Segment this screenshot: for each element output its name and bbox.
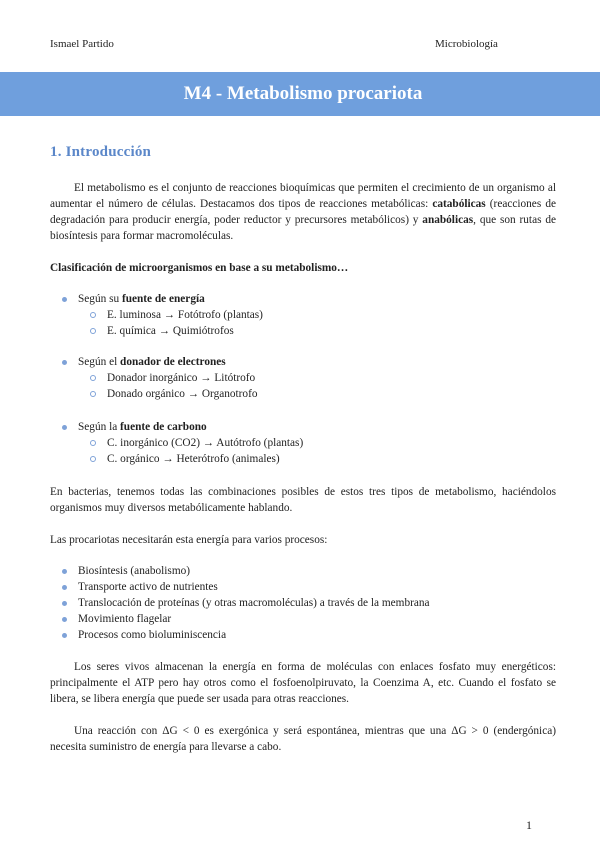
list-item: E. luminosa → Fotótrofo (plantas) bbox=[62, 307, 263, 323]
circle-bullet-icon bbox=[90, 440, 96, 446]
bullet-icon bbox=[62, 425, 67, 430]
circle-bullet-icon bbox=[90, 391, 96, 397]
list-item: Movimiento flagelar bbox=[62, 611, 430, 627]
list-item: Según su fuente de energía bbox=[62, 291, 263, 307]
intro-paragraph: El metabolismo es el conjunto de reacciones bioquímicas que permiten el crecimiento de un organismo al aumentar el número de células. Destacamos dos tipos de reacciones metabólicas: catabólicas (reacciones de degradación para producir energía, poder reductor y precursores metabólicos) y anabólicas, que son rutas de biosíntesis para formar macromoléculas. bbox=[50, 182, 556, 242]
list-item: Donador inorgánico → Litótrofo bbox=[62, 370, 258, 386]
atp-paragraph: Los seres vivos almacenan la energía en forma de moléculas con enlaces fosfato muy energéticos: principalmente el ATP pero hay otros como el fosfoenolpiruvato, la Coenzima A, etc. Cuando el fosfato se libera, se libera energía que puede ser usada para otras reacciones. bbox=[50, 661, 556, 705]
bullet-icon bbox=[62, 569, 67, 574]
list-item: Según el donador de electrones bbox=[62, 354, 258, 370]
circle-bullet-icon bbox=[90, 328, 96, 334]
group-energy bbox=[62, 291, 263, 339]
procesos-list bbox=[62, 563, 430, 643]
list-item: E. química → Quimiótrofos bbox=[62, 323, 263, 339]
list-item: Donado orgánico → Organotrofo bbox=[62, 386, 258, 402]
term-catabolicas: catabólicas bbox=[432, 198, 486, 210]
circle-bullet-icon bbox=[90, 312, 96, 318]
bullet-icon bbox=[62, 360, 67, 365]
list-item: Biosíntesis (anabolismo) bbox=[62, 563, 430, 579]
bullet-icon bbox=[62, 633, 67, 638]
page-number: 1 bbox=[526, 818, 532, 832]
bacteria-paragraph: En bacterias, tenemos todas las combinaciones posibles de estos tres tipos de metabolismo, haciéndolos organismos muy diversos metabólicamente hablando. bbox=[50, 486, 556, 514]
page-title: M4 - Metabolismo procariota bbox=[183, 83, 423, 104]
list-item: Transporte activo de nutrientes bbox=[62, 579, 430, 595]
list-item: Según la fuente de carbono bbox=[62, 419, 303, 435]
bullet-icon bbox=[62, 617, 67, 622]
bullet-icon bbox=[62, 297, 67, 302]
group-electrons bbox=[62, 354, 258, 402]
header-subject: Microbiología bbox=[435, 38, 498, 50]
bullet-icon bbox=[62, 585, 67, 590]
section-title: 1. Introducción bbox=[50, 144, 152, 160]
list-item: Procesos como bioluminiscencia bbox=[62, 627, 430, 643]
list-item: C. orgánico → Heterótrofo (animales) bbox=[62, 451, 303, 467]
term-anabolicas: anabólicas bbox=[422, 214, 474, 226]
bullet-icon bbox=[62, 601, 67, 606]
circle-bullet-icon bbox=[90, 456, 96, 462]
procesos-intro: Las procariotas necesitarán esta energía para varios procesos: bbox=[50, 534, 328, 546]
list-item: Translocación de proteínas (y otras macromoléculas) a través de la membrana bbox=[62, 595, 430, 611]
circle-bullet-icon bbox=[90, 375, 96, 381]
delta-g-paragraph: Una reacción con ΔG < 0 es exergónica y será espontánea, mientras que una ΔG > 0 (endergónica) necesita suministro de energía para llevarse a cabo. bbox=[50, 725, 556, 753]
header-author: Ismael Partido bbox=[50, 38, 114, 50]
list-item: C. inorgánico (CO2) → Autótrofo (plantas) bbox=[62, 435, 303, 451]
classification-heading: Clasificación de microorganismos en base a su metabolismo… bbox=[50, 262, 349, 274]
group-carbon bbox=[62, 419, 303, 467]
title-banner bbox=[0, 72, 600, 116]
